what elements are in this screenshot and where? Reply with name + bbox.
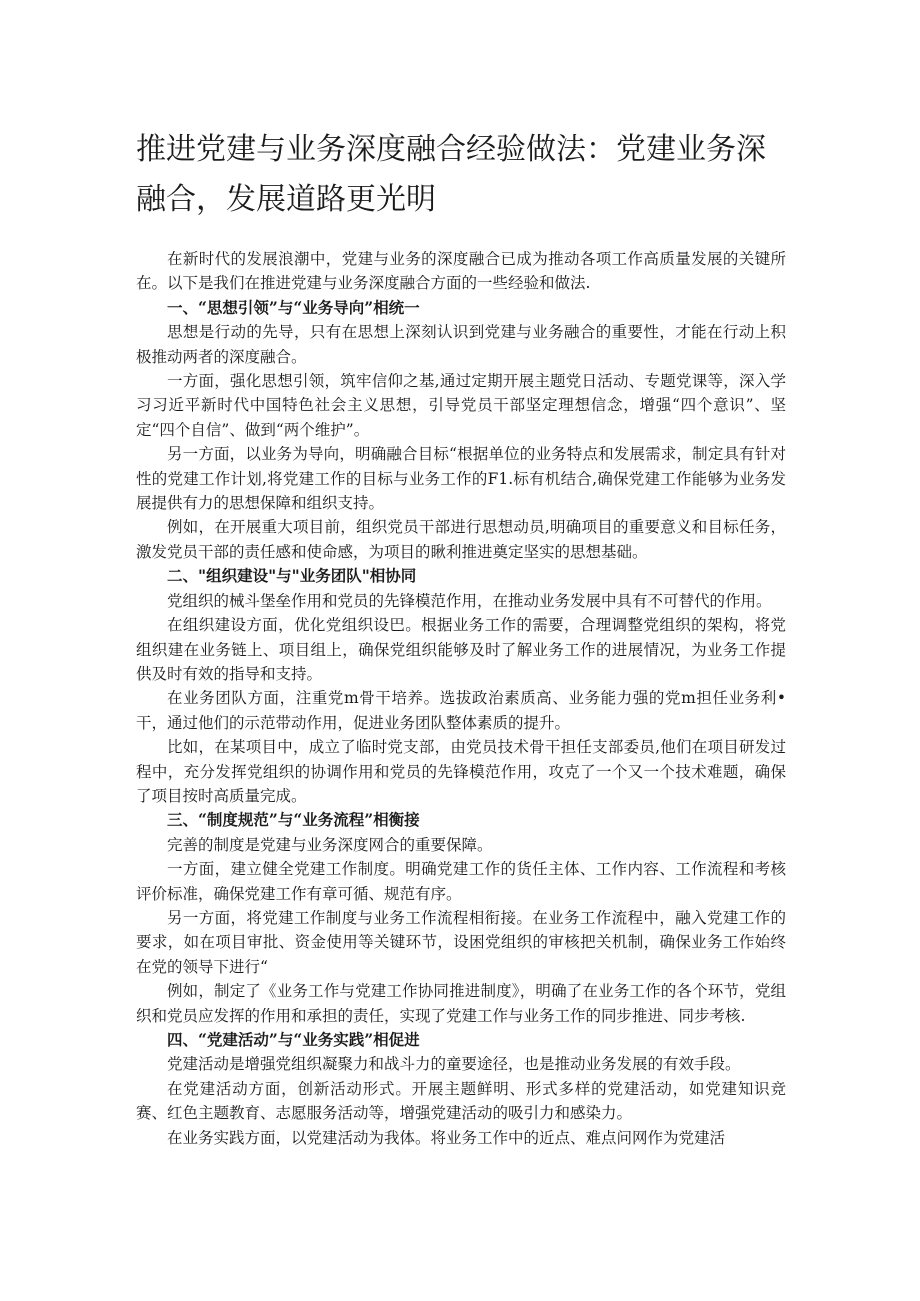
body-paragraph: 在组织建设方面，优化党组织设巴。根据业务工作的需要，合理调整党组织的架构，将党组织建在业务链上、项目组上，确保党组织能够及时了解业务工作的进展情况，为业务工作提供及时有效的指导和支持。 — [136, 616, 786, 683]
body-paragraph: 一方面，建立健全党建工作制度。明确党建工作的货任主体、工作内容、工作流程和考核评价标准，确保党建工作有章可循、规范有序。 — [136, 860, 786, 903]
body-paragraph: 一方面，强化思想引领，筑牢信仰之基,通过定期开展主题党日活动、专题党课等，深入学习习近平新时代中国特色社会主义思想，引导党员干部坚定理想信念，增强“四个意识”、坚定“四个自信”、做到“两个维护”。 — [136, 372, 786, 439]
body-paragraph: 另一方面，将党建工作制度与业务工作流程相衔接。在业务工作流程中，融入党建工作的要求，如在项目审批、资金使用等关键环节，设困党组织的审核把关机制，确保业务工作始终在党的领导下进行“ — [136, 908, 786, 976]
body-paragraph: 在业务实践方面，以党建活动为我体。将业务工作中的近点、难点问网作为党建活 — [167, 1128, 726, 1147]
body-paragraph: 比如，在某项目中，成立了临时党支部，由党员技术骨干担任支部委员,他们在项目研发过程中，充分发挥党组织的协调作用和党员的先锋模范作用，攻克了一个又一个技术难题，确保了项目按时高质量完成。 — [136, 738, 786, 805]
section-heading: 一、“思想引领”与“业务导向”相统一 — [167, 297, 420, 317]
body-paragraph: 党建活动是增强党组织凝聚力和战斗力的童要途径，也是推动业务发展的有效手段。 — [167, 1055, 741, 1074]
body-paragraph: 完善的制度是党建与业务深度网合的重要保障。 — [167, 835, 493, 854]
body-paragraph: 例如，在开展重大项目前，组织党员干部进行思想动员,明确项目的重要意义和目标任务，激发党员干部的责任感和使命感，为项目的瞅利推进奠定坚实的思想基础。 — [136, 518, 786, 561]
document-body — [136, 247, 786, 1150]
body-paragraph: 在业务团队方面，注重党m骨干培养。选拔政治素质高、业务能力强的党m担任业务利•干，通过他们的示范带动作用，促进业务团队整体素质的提升。 — [136, 689, 786, 732]
body-paragraph: 另一方面，以业务为导向，明确融合目标“根据单位的业务特点和发展需求，制定具有针对性的党建工作计划,将党建工作的目标与业务工作的F1.标有机结合,确保党建工作能够为业务发展提供有力的思想保障和组织支持。 — [136, 445, 786, 513]
body-paragraph: 例如，制定了《业务工作与党建工作协同推进制度》，明确了在业务工作的各个环节，党组织和党员应发挥的作用和承担的责任，实现了党建工作与业务工作的同步推进、同步考核. — [136, 982, 786, 1025]
body-paragraph: 党组织的械斗堡垒作用和党员的先锋模范作用，在推动业务发展中具有不可替代的作用。 — [167, 591, 772, 610]
section-heading: 二、"组织建设"与"业务团队"相协同 — [167, 566, 417, 586]
body-paragraph: 在党建活动方面，创新活动形式。开展主题鲜明、形式多样的党建活动，如党建知识竞赛、红色主题教育、志愿服务活动等，增强党建活动的吸引力和感染力。 — [136, 1079, 786, 1123]
body-paragraph: 在新时代的发展浪潮中，党建与业务的深度融合已成为推动各项工作高质量发展的关键所在。以下是我们在推进党建与业务深度融合方面的一些经验和做法. — [136, 250, 786, 293]
body-paragraph: 思想是行动的先导，只有在思想上深刻认识到党建与业务融合的重要性，才能在行动上积极推动两者的深度融合。 — [136, 323, 786, 366]
document-title: 推进党建与业务深度融合经验做法：党建业务深融合，发展道路更光明 — [136, 132, 766, 217]
document-page — [136, 125, 786, 1150]
section-heading: 三、“制度规范”与“业务流程”相衡接 — [167, 810, 420, 830]
section-heading: 四、“党建活动”与“业务实践”相促进 — [167, 1030, 420, 1049]
